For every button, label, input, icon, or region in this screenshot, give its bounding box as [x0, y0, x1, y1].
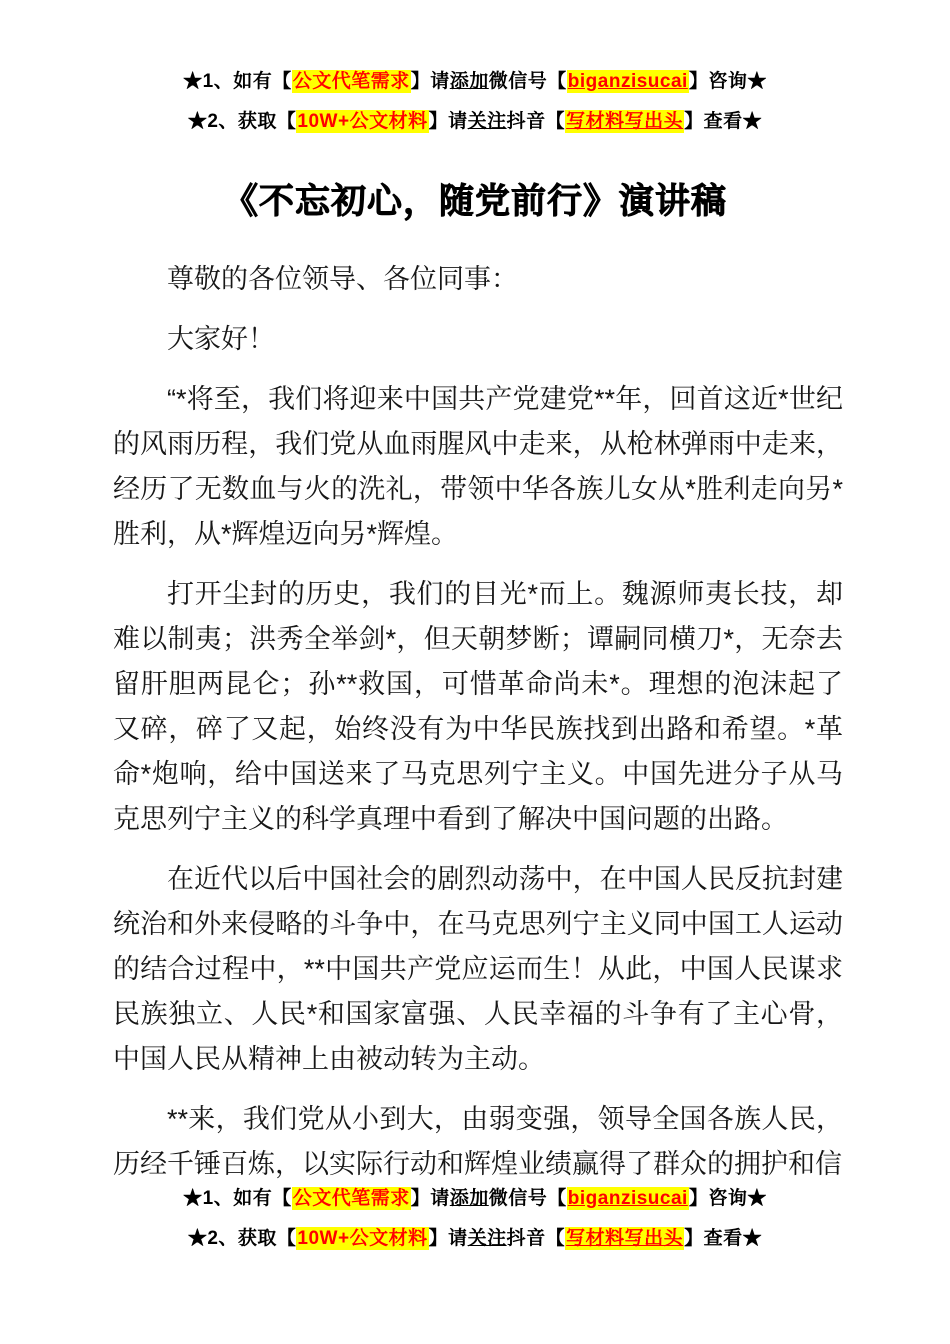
ad-prefix: ★1、如有【 — [183, 1188, 292, 1209]
footer-ad-line-1 — [0, 1179, 950, 1219]
ad-highlight-account: biganzisucai — [567, 71, 688, 92]
ad-action-underlined: 添加 — [449, 71, 489, 92]
ad-channel-label: 微信号【 — [488, 1188, 567, 1209]
ad-prefix: ★2、获取【 — [187, 1228, 297, 1249]
ad-bracket-please: 】请 — [410, 1188, 450, 1209]
ad-highlight-account: 写材料写出头 — [566, 111, 684, 132]
ad-prefix: ★2、获取【 — [187, 111, 297, 132]
ad-channel-label: 抖音【 — [506, 1228, 566, 1249]
ad-suffix: 】查看★ — [684, 1228, 763, 1249]
document-title: 《不忘初心，随党前行》演讲稿 — [222, 182, 727, 221]
ad-bracket-please: 】请 — [428, 111, 468, 132]
ad-channel-label: 抖音【 — [506, 111, 566, 132]
header-ad-line-1 — [0, 62, 950, 102]
ad-highlight-service: 10W+公文材料 — [297, 111, 428, 132]
header-ad-banner — [0, 62, 950, 142]
ad-channel-label: 微信号【 — [488, 71, 567, 92]
ad-suffix: 】咨询★ — [688, 1188, 767, 1209]
paragraph-greeting: 大家好！ — [167, 324, 275, 354]
ad-action-underlined: 关注 — [467, 1228, 507, 1249]
paragraph-party-growth: **来，我们党从小到大，由弱变强，领导全国各族人民，历经千锤百炼，以实际行动和辉煌业绩赢得了群众的拥护和信 — [113, 1104, 843, 1179]
ad-suffix: 】查看★ — [684, 111, 763, 132]
paragraph-salutation: 尊敬的各位领导、各位同事： — [167, 264, 518, 294]
ad-highlight-account: 写材料写出头 — [566, 1228, 684, 1249]
ad-bracket-please: 】请 — [428, 1228, 468, 1249]
ad-highlight-service: 公文代笔需求 — [292, 1188, 410, 1209]
ad-action-underlined: 添加 — [449, 1188, 489, 1209]
footer-ad-banner — [0, 1179, 950, 1259]
ad-bracket-please: 】请 — [410, 71, 450, 92]
ad-highlight-account: biganzisucai — [567, 1188, 688, 1209]
ad-action-underlined: 关注 — [467, 111, 507, 132]
document-body — [113, 257, 843, 1202]
header-ad-line-2 — [0, 102, 950, 142]
paragraph-history: 打开尘封的历史，我们的目光*而上。魏源师夷长技，却难以制夷；洪秀全举剑*，但天朝梦断；谭嗣同横刀*，无奈去留肝胆两昆仑；孙**救国，可惜革命尚未*。理想的泡沫起了又碎，碎了又起，始终没有为中华民族找到出路和希望。*革命*炮响，给中国送来了马克思列宁主义。中国先进分子从马克思列宁主义的科学真理中看到了解决中国问题的出路。 — [113, 579, 843, 834]
ad-suffix: 】咨询★ — [688, 71, 767, 92]
footer-ad-line-2 — [0, 1219, 950, 1259]
ad-highlight-service: 10W+公文材料 — [297, 1228, 428, 1249]
ad-highlight-service: 公文代笔需求 — [292, 71, 410, 92]
paragraph-party-founding: “*将至，我们将迎来中国共产党建党**年，回首这近*世纪的风雨历程，我们党从血雨腥风中走来，从枪林弹雨中走来，经历了无数血与火的洗礼，带领中华各族儿女从*胜利走向另*胜利，从*辉煌迈向另*辉煌。 — [113, 384, 843, 549]
paragraph-party-birth: 在近代以后中国社会的剧烈动荡中，在中国人民反抗封建统治和外来侵略的斗争中，在马克思列宁主义同中国工人运动的结合过程中，**中国共产党应运而生！从此，中国人民谋求民族独立、人民*和国家富强、人民幸福的斗争有了主心骨，中国人民从精神上由被动转为主动。 — [113, 864, 843, 1074]
ad-prefix: ★1、如有【 — [183, 71, 292, 92]
